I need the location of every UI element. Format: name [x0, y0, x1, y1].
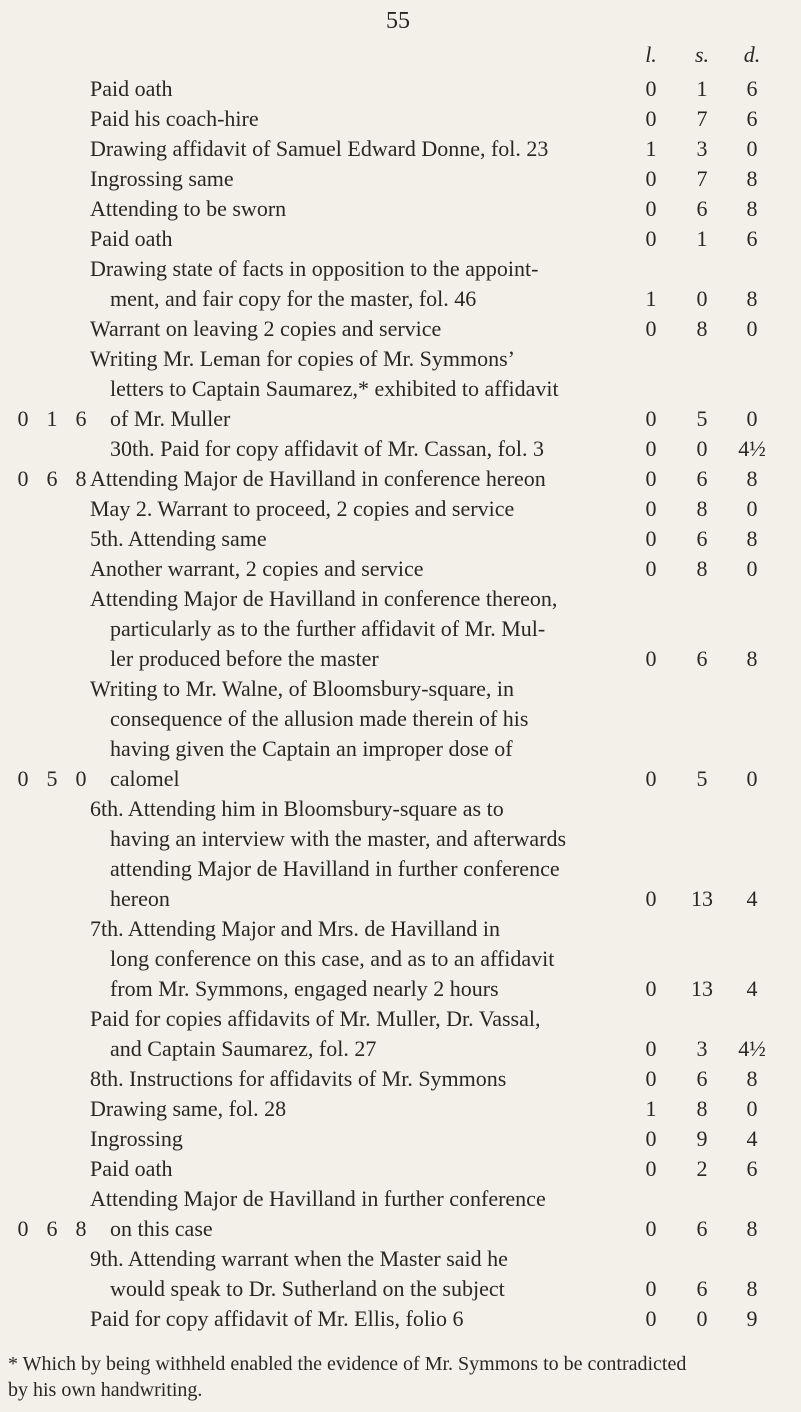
entry-description: Paid oath: [90, 226, 173, 251]
ledger-row: [0, 194, 801, 224]
entry-description: consequence of the allusion made therein of his: [110, 706, 529, 731]
amount-shillings: 6: [696, 646, 708, 671]
entry-description: attending Major de Havilland in further conference: [110, 856, 560, 881]
amount-pence: 6: [746, 76, 758, 101]
ledger-row: [0, 374, 801, 404]
ledger-row: [0, 164, 801, 194]
ledger-row: [0, 1004, 801, 1034]
amount-pence: 0: [746, 136, 758, 161]
amount-shillings: 6: [696, 1216, 708, 1241]
amount-pounds: 0: [645, 1066, 657, 1091]
ledger-row: [0, 614, 801, 644]
ledger-row: [0, 734, 801, 764]
amount-pence: 6: [746, 1156, 758, 1181]
amount-pence: 0: [746, 556, 758, 581]
entry-description: particularly as to the further affidavit of Mr. Mul-: [110, 616, 546, 641]
pence-header: d.: [743, 42, 761, 67]
amount-pence: 8: [746, 526, 758, 551]
ledger-row: [0, 884, 801, 914]
amount-shillings: 13: [691, 976, 713, 1001]
ledger-row: [0, 1154, 801, 1184]
amount-pounds: 0: [645, 526, 657, 551]
margin-pounds: 0: [17, 766, 29, 791]
amount-pence: 8: [746, 196, 758, 221]
amount-pounds: 0: [645, 1306, 657, 1331]
amount-pence: 6: [746, 226, 758, 251]
amount-pence: 8: [746, 466, 758, 491]
amount-pence: 4½: [738, 1036, 766, 1061]
margin-pence: 6: [75, 406, 87, 431]
entry-description: Attending to be sworn: [90, 196, 287, 221]
ledger-row: [0, 584, 801, 614]
amount-pence: 0: [746, 766, 758, 791]
amount-shillings: 9: [696, 1126, 708, 1151]
ledger-row: [0, 974, 801, 1004]
entry-description: and Captain Saumarez, fol. 27: [110, 1036, 377, 1061]
amount-pounds: 0: [645, 1276, 657, 1301]
amount-pounds: 0: [645, 646, 657, 671]
amount-shillings: 5: [696, 406, 708, 431]
amount-shillings: 1: [696, 76, 708, 101]
amount-shillings: 6: [696, 466, 708, 491]
amount-shillings: 3: [696, 1036, 708, 1061]
amount-pence: 4: [746, 976, 758, 1001]
amount-pounds: 0: [645, 76, 657, 101]
entry-description: Paid his coach-hire: [90, 106, 259, 131]
entry-description: would speak to Dr. Sutherland on the subject: [110, 1276, 505, 1301]
ledger-row: [0, 554, 801, 584]
amount-pounds: 0: [645, 1156, 657, 1181]
amount-pounds: 0: [645, 886, 657, 911]
ledger-row: [0, 344, 801, 374]
amount-pounds: 0: [645, 1126, 657, 1151]
entry-description: Ingrossing same: [90, 166, 234, 191]
amount-pounds: 0: [645, 166, 657, 191]
footnote-line-1: * Which by being withheld enabled the evidence of Mr. Symmons to be contradicted: [8, 1353, 687, 1375]
ledger-row: [0, 854, 801, 884]
footnote-line-2: by his own handwriting.: [8, 1379, 203, 1401]
margin-pence: 8: [75, 466, 87, 491]
entry-description: Warrant on leaving 2 copies and service: [90, 316, 442, 341]
ledger-row: [0, 914, 801, 944]
ledger-row: [0, 524, 801, 554]
amount-shillings: 5: [696, 766, 708, 791]
amount-pounds: 0: [645, 556, 657, 581]
entry-description: 5th. Attending same: [90, 526, 267, 551]
amount-pounds: 0: [645, 466, 657, 491]
amount-shillings: 7: [696, 166, 708, 191]
entry-description: Attending Major de Havilland in conference thereon,: [90, 586, 558, 611]
ledger-row: [0, 644, 801, 674]
amount-shillings: 6: [696, 1066, 708, 1091]
amount-shillings: 7: [696, 106, 708, 131]
amount-pounds: 1: [645, 136, 657, 161]
entry-description: from Mr. Symmons, engaged nearly 2 hours: [110, 976, 499, 1001]
amount-pence: 0: [746, 406, 758, 431]
entry-description: Paid for copy affidavit of Mr. Ellis, folio 6: [90, 1306, 464, 1331]
entry-description: Paid oath: [90, 1156, 173, 1181]
ledger-row: [0, 434, 801, 464]
amount-shillings: 8: [696, 316, 708, 341]
entry-description: Writing Mr. Leman for copies of Mr. Symmons’: [90, 346, 516, 371]
entry-description: Drawing same, fol. 28: [90, 1096, 287, 1121]
ledger-row: [0, 224, 801, 254]
ledger-row: [0, 314, 801, 344]
amount-pence: 8: [746, 286, 758, 311]
amount-shillings: 8: [696, 1096, 708, 1121]
amount-shillings: 0: [696, 286, 708, 311]
entry-description: 7th. Attending Major and Mrs. de Havilland in: [90, 916, 500, 941]
shillings-header: s.: [694, 42, 710, 67]
pounds-header: l.: [645, 42, 657, 67]
amount-shillings: 2: [696, 1156, 708, 1181]
amount-shillings: 0: [696, 436, 708, 461]
amount-pence: 8: [746, 1276, 758, 1301]
margin-pounds: 0: [17, 1216, 29, 1241]
amount-shillings: 8: [696, 496, 708, 521]
amount-shillings: 13: [691, 886, 713, 911]
ledger-row: [0, 944, 801, 974]
ledger-row: [0, 1064, 801, 1094]
ledger-row: [0, 1184, 801, 1214]
entry-description: of Mr. Muller: [110, 406, 231, 431]
ledger-row: [0, 494, 801, 524]
entry-description: 9th. Attending warrant when the Master said he: [90, 1246, 508, 1271]
margin-pence: 8: [75, 1216, 87, 1241]
entry-description: May 2. Warrant to proceed, 2 copies and service: [90, 496, 515, 521]
amount-pounds: 0: [645, 1036, 657, 1061]
amount-pence: 0: [746, 496, 758, 521]
amount-pence: 8: [746, 1066, 758, 1091]
entry-description: Paid oath: [90, 76, 173, 101]
entry-description: calomel: [110, 766, 180, 791]
ledger-row: [0, 1094, 801, 1124]
amount-pounds: 0: [645, 406, 657, 431]
amount-pence: 0: [746, 1096, 758, 1121]
entry-description: 30th. Paid for copy affidavit of Mr. Cassan, fol. 3: [110, 436, 545, 461]
ledger-row: [0, 1274, 801, 1304]
entry-description: Another warrant, 2 copies and service: [90, 556, 424, 581]
entry-description: Ingrossing: [90, 1126, 183, 1151]
amount-pounds: 1: [645, 286, 657, 311]
amount-pence: 4½: [738, 436, 766, 461]
ledger-row: [0, 1214, 801, 1244]
amount-shillings: 3: [696, 136, 708, 161]
margin-shillings: 5: [46, 766, 58, 791]
ledger-row: [0, 704, 801, 734]
amount-pence: 4: [746, 886, 758, 911]
margin-pence: 0: [75, 766, 87, 791]
amount-pence: 4: [746, 1126, 758, 1151]
ledger-row: [0, 104, 801, 134]
entry-description: Drawing state of facts in opposition to the appoint-: [90, 256, 539, 281]
entry-description: Writing to Mr. Walne, of Bloomsbury-square, in: [90, 676, 515, 701]
amount-pounds: 0: [645, 226, 657, 251]
entry-description: on this case: [110, 1216, 213, 1241]
margin-shillings: 6: [46, 466, 58, 491]
ledger-row: [0, 74, 801, 104]
ledger-row: [0, 794, 801, 824]
amount-shillings: 6: [696, 526, 708, 551]
amount-pence: 6: [746, 106, 758, 131]
amount-pounds: 0: [645, 196, 657, 221]
amount-pounds: 0: [645, 976, 657, 1001]
entry-description: Drawing affidavit of Samuel Edward Donne, fol. 23: [90, 136, 549, 161]
amount-pounds: 0: [645, 766, 657, 791]
entry-description: letters to Captain Saumarez,* exhibited to affidavit: [110, 376, 559, 401]
amount-pounds: 1: [645, 1096, 657, 1121]
amount-shillings: 6: [696, 196, 708, 221]
ledger-row: [0, 1304, 801, 1334]
ledger-row: [0, 134, 801, 164]
ledger-row: [0, 1244, 801, 1274]
amount-pence: 0: [746, 316, 758, 341]
ledger-row: [0, 1034, 801, 1064]
amount-pence: 8: [746, 1216, 758, 1241]
entry-description: ment, and fair copy for the master, fol. 46: [110, 286, 477, 311]
margin-shillings: 1: [46, 406, 58, 431]
ledger-row: [0, 824, 801, 854]
amount-pence: 9: [746, 1306, 758, 1331]
margin-shillings: 6: [46, 1216, 58, 1241]
entry-description: having an interview with the master, and afterwards: [110, 826, 567, 851]
amount-shillings: 8: [696, 556, 708, 581]
margin-pounds: 0: [17, 466, 29, 491]
entry-description: hereon: [110, 886, 170, 911]
ledger-row: [0, 254, 801, 284]
ledger-row: [0, 284, 801, 314]
amount-shillings: 0: [696, 1306, 708, 1331]
ledger-row: [0, 404, 801, 434]
page-number: 55: [386, 8, 410, 34]
amount-pence: 8: [746, 646, 758, 671]
ledger-row: [0, 674, 801, 704]
ledger-row: [0, 764, 801, 794]
amount-pounds: 0: [645, 316, 657, 341]
amount-pence: 8: [746, 166, 758, 191]
amount-pounds: 0: [645, 106, 657, 131]
ledger-row: [0, 464, 801, 494]
amount-pounds: 0: [645, 436, 657, 461]
entry-description: long conference on this case, and as to an affidavit: [110, 946, 555, 971]
amount-pounds: 0: [645, 1216, 657, 1241]
entry-description: 6th. Attending him in Bloomsbury-square as to: [90, 796, 504, 821]
entry-description: 8th. Instructions for affidavits of Mr. Symmons: [90, 1066, 507, 1091]
amount-shillings: 6: [696, 1276, 708, 1301]
amount-pounds: 0: [645, 496, 657, 521]
entry-description: having given the Captain an improper dose of: [110, 736, 513, 761]
amount-shillings: 1: [696, 226, 708, 251]
margin-pounds: 0: [17, 406, 29, 431]
entry-description: ler produced before the master: [110, 646, 379, 671]
ledger-row: [0, 1124, 801, 1154]
entry-description: Paid for copies affidavits of Mr. Muller, Dr. Vassal,: [90, 1006, 541, 1031]
entry-description: Attending Major de Havilland in conference hereon: [90, 466, 546, 491]
entry-description: Attending Major de Havilland in further conference: [90, 1186, 546, 1211]
